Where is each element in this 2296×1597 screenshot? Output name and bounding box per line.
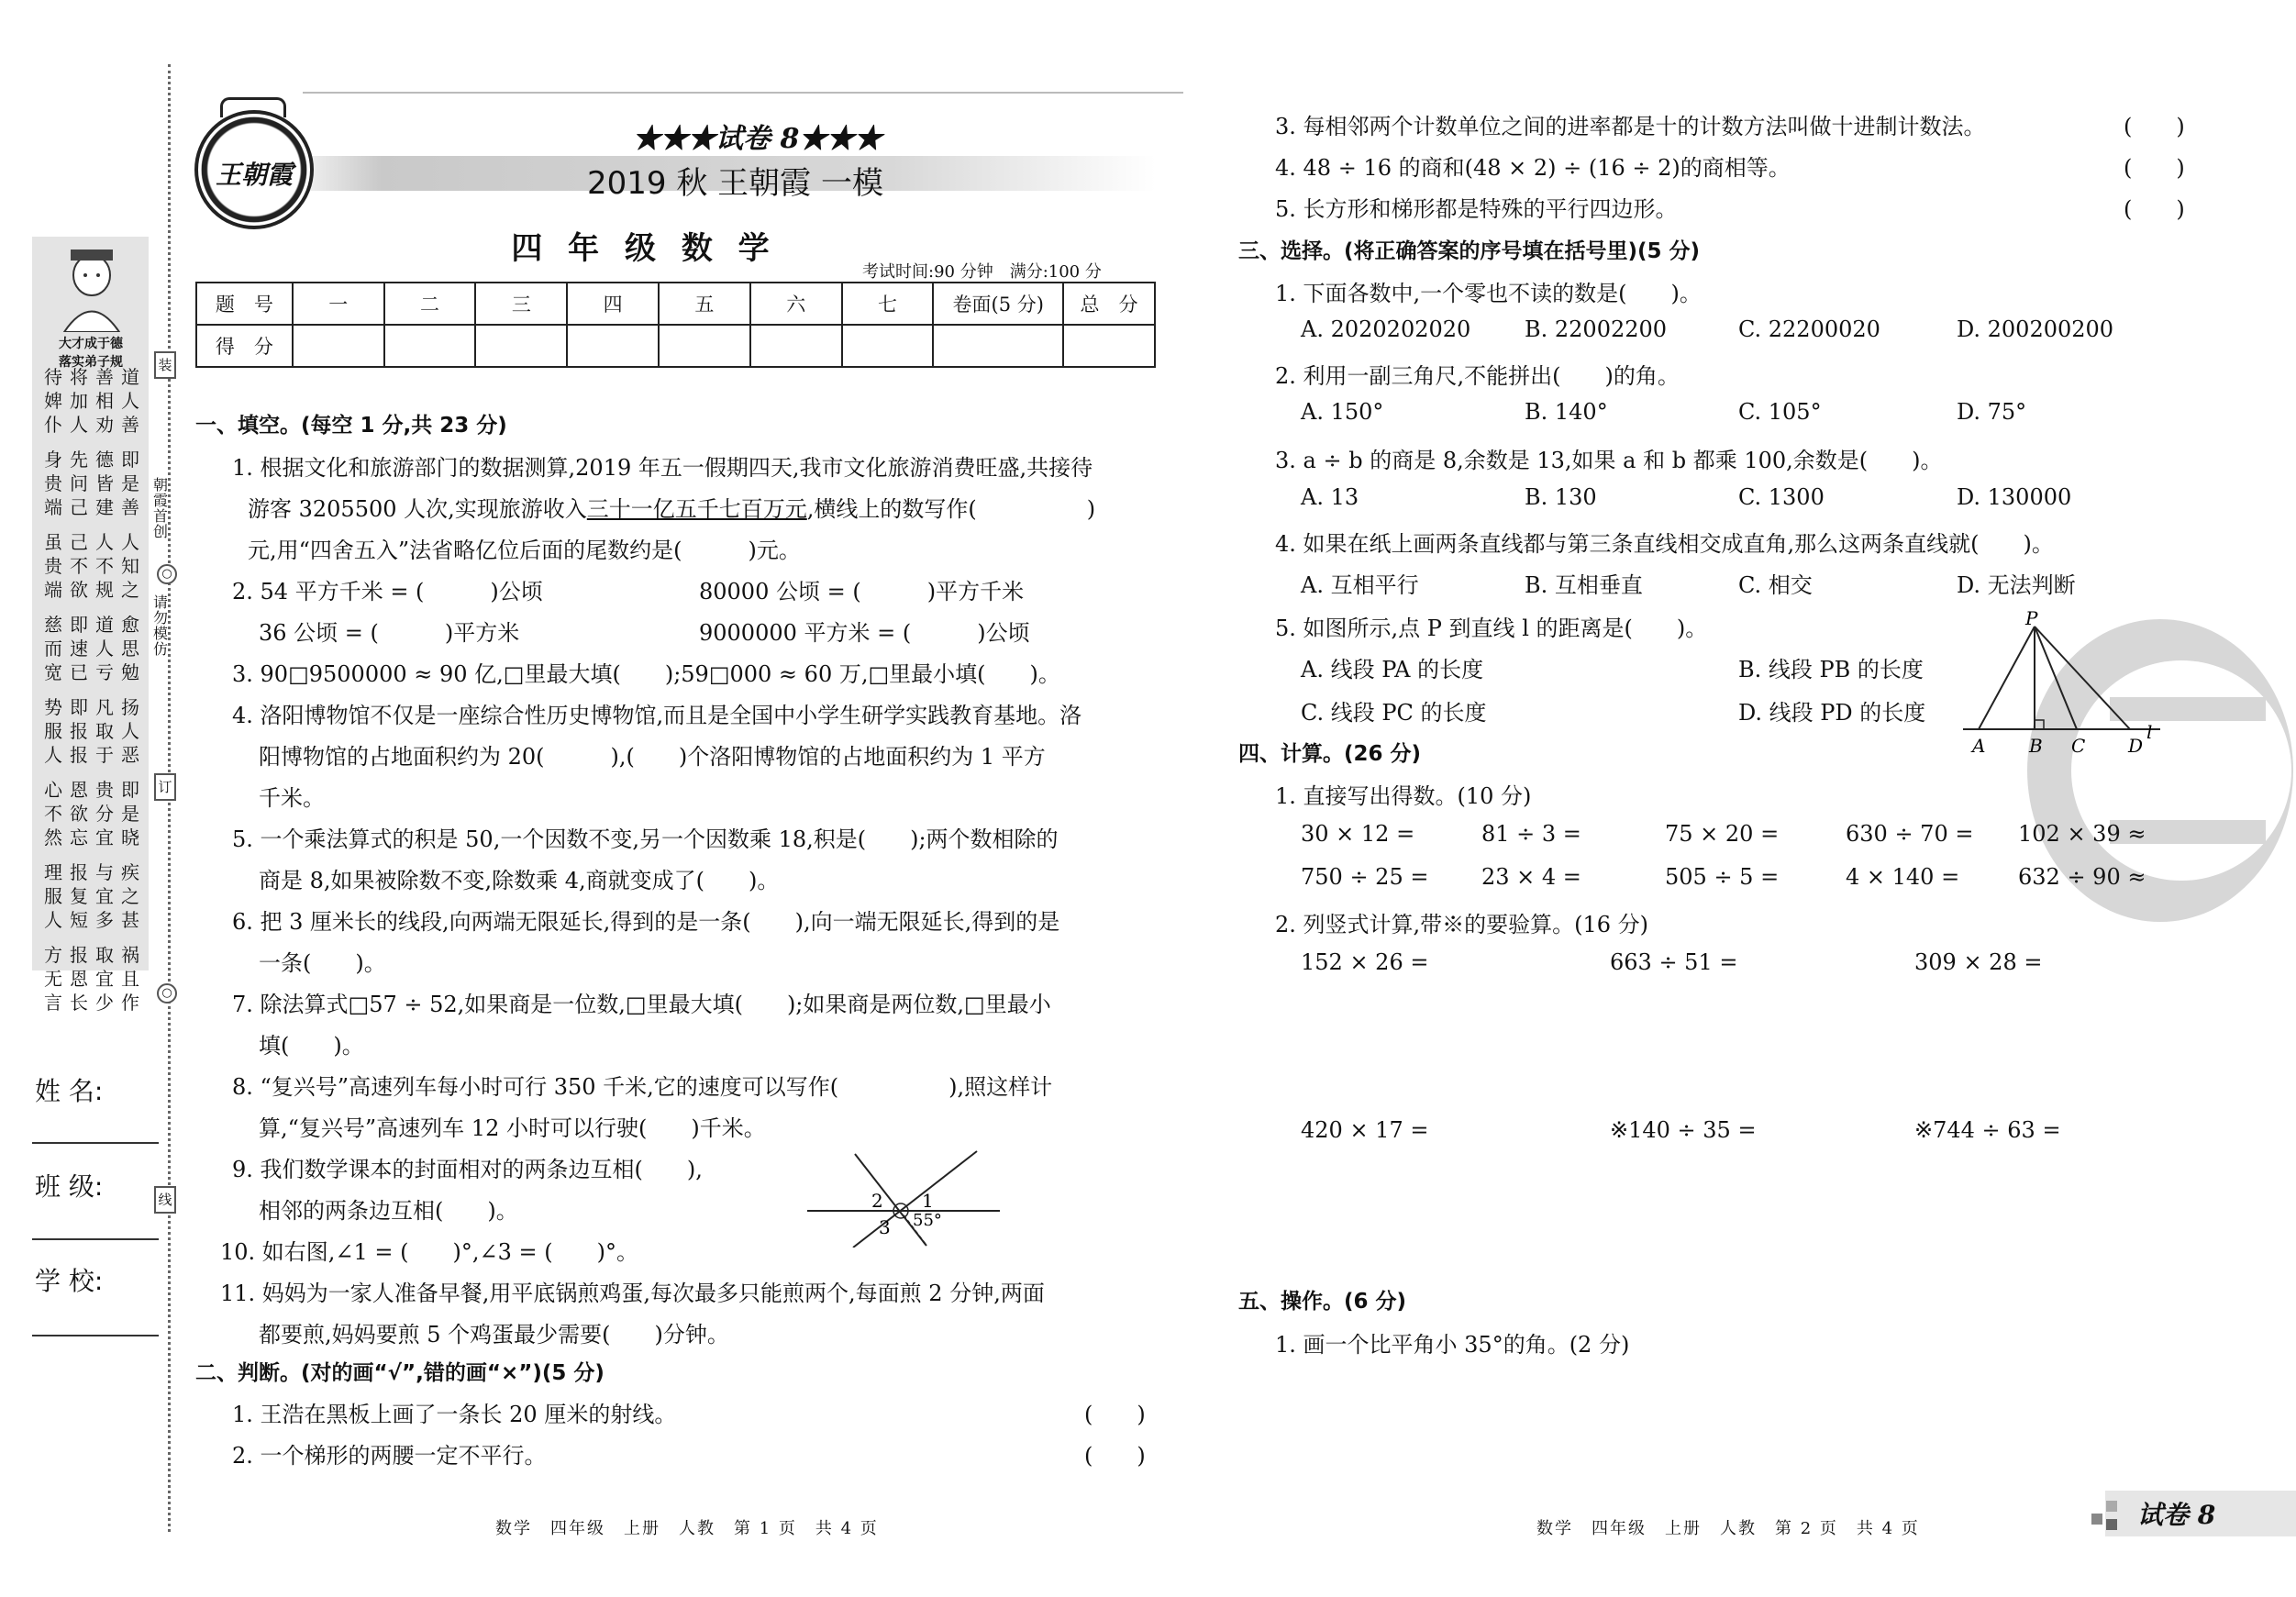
footer-right: 数学 四年级 上册 人教 第 2 页 共 4 页 xyxy=(1536,1519,1920,1538)
calc-r4-c1: 420 × 17 = xyxy=(1301,1117,1429,1143)
name-field[interactable] xyxy=(32,1142,159,1144)
choice-q5-opt-a: A. 线段 PA 的长度 xyxy=(1301,657,1484,682)
calc-sub2: 2. 列竖式计算,带※的要验算。(16 分) xyxy=(1275,912,1649,937)
choice-q1-opt-c: C. 22200020 xyxy=(1738,316,1880,342)
judge-q2: 2. 一个梯形的两腰一定不平行。 xyxy=(232,1443,547,1469)
choice-q3-opt-a: A. 13 xyxy=(1301,484,1359,510)
tag-square-icon xyxy=(2106,1519,2117,1530)
footer-left: 数学 四年级 上册 人教 第 1 页 共 4 页 xyxy=(495,1519,879,1538)
choice-q2: 2. 利用一副三角尺,不能拼出( )的角。 xyxy=(1275,363,1680,389)
score-cell[interactable] xyxy=(842,325,934,367)
class-label: 班 级: xyxy=(35,1171,104,1202)
calc-r1-c1: 30 × 12 = xyxy=(1301,821,1415,847)
calc-r2-c4: 4 × 140 = xyxy=(1846,864,1960,890)
exam-info: 考试时间:90 分钟 满分:100 分 xyxy=(862,262,1102,282)
score-cell[interactable] xyxy=(567,325,659,367)
angle-label-55: 55° xyxy=(913,1211,942,1230)
choice-q5-opt-c: C. 线段 PC 的长度 xyxy=(1301,700,1487,726)
fold-label-zhuang: 装 xyxy=(154,351,176,379)
choice-q4-opt-d: D. 无法判断 xyxy=(1957,572,2076,598)
fill-q7-line2: 填( )。 xyxy=(259,1033,364,1059)
choice-q2-opt-b: B. 140° xyxy=(1525,399,1608,425)
sidebar-motto: 大才成于德 落实弟子规 xyxy=(59,337,123,370)
side-text-original: 朝 霞 首 创 xyxy=(152,476,168,540)
choice-q4: 4. 如果在纸上画两条直线都与第三条直线相交成直角,那么这两条直线就( )。 xyxy=(1275,531,2054,557)
score-entry-row: 得 分 xyxy=(196,325,1155,367)
distance-figure xyxy=(1954,610,2165,757)
score-table xyxy=(195,282,1156,368)
choice-q2-opt-d: D. 75° xyxy=(1957,399,2027,425)
fill-q2-b1: 36 公顷 = ( )平方米 xyxy=(259,620,520,646)
judge-q5: 5. 长方形和梯形都是特殊的平行四边形。 xyxy=(1275,196,1678,222)
angle-figure xyxy=(798,1147,1009,1248)
fig-label-b: B xyxy=(2029,735,2043,757)
choice-q4-opt-c: C. 相交 xyxy=(1738,572,1813,598)
fill-q1-line3: 元,用“四舍五入”法省略亿位后面的尾数约是( )元。 xyxy=(248,538,801,563)
score-cell[interactable] xyxy=(933,325,1063,367)
brand-logo: 王朝霞 xyxy=(194,110,314,229)
choice-q4-opt-b: B. 互相垂直 xyxy=(1525,572,1643,598)
calc-r3-c1: 152 × 26 = xyxy=(1301,949,1429,975)
school-label: 学 校: xyxy=(35,1266,104,1296)
choice-q3: 3. a ÷ b 的商是 8,余数是 13,如果 a 和 b 都乘 100,余数是( )。 xyxy=(1275,448,1943,473)
judge-q3: 3. 每相邻两个计数单位之间的进率都是十的计数方法叫做十进制计数法。 xyxy=(1275,114,1986,139)
fill-q1-line1: 1. 根据文化和旅游部门的数据测算,2019 年五一假期四天,我市文化旅游消费旺盛,共接待 xyxy=(232,455,1093,481)
side-text-copy: 请 勿 模 仿 xyxy=(152,593,168,658)
section-operate-heading: 五、操作。(6 分) xyxy=(1238,1290,1407,1314)
choice-q3-opt-d: D. 130000 xyxy=(1957,484,2072,510)
score-header-row: 题 号 一 二 三 四 五 六 七 卷面(5 分) 总 分 xyxy=(196,283,1155,325)
choice-q5-opt-d: D. 线段 PD 的长度 xyxy=(1738,700,1926,726)
paper-title: 2019 秋 王朝霞 一模 xyxy=(587,165,883,202)
fill-q8-line2: 算,“复兴号”高速列车 12 小时可以行驶( )千米。 xyxy=(259,1115,766,1141)
angle-label-3: 3 xyxy=(879,1216,891,1238)
header-ribbon xyxy=(303,92,1183,101)
calc-r3-c3: 309 × 28 = xyxy=(1914,949,2043,975)
operate-q1: 1. 画一个比平角小 35°的角。(2 分) xyxy=(1275,1332,1630,1358)
judge-answer-paren[interactable]: ( ) xyxy=(2124,155,2185,181)
score-cell[interactable] xyxy=(293,325,384,367)
section-judge-heading: 二、判断。(对的画“√”,错的画“×”)(5 分) xyxy=(195,1361,605,1385)
fill-q5-line2: 商是 8,如果被除数不变,除数乘 4,商就变成了( )。 xyxy=(259,868,780,893)
calc-r1-c3: 75 × 20 = xyxy=(1665,821,1780,847)
fill-q2-b2: 9000000 平方米 = ( )公顷 xyxy=(699,620,1030,646)
fig-label-a: A xyxy=(1972,735,1986,757)
judge-answer-paren[interactable]: ( ) xyxy=(1084,1443,1146,1469)
section-calc-heading: 四、计算。(26 分) xyxy=(1238,742,1422,766)
fig-label-l: l xyxy=(2146,721,2153,743)
calc-r3-c2: 663 ÷ 51 = xyxy=(1610,949,1738,975)
choice-q2-opt-a: A. 150° xyxy=(1301,399,1384,425)
section-fill-heading: 一、填空。(每空 1 分,共 23 分) xyxy=(195,414,507,438)
choice-q3-opt-b: B. 130 xyxy=(1525,484,1597,510)
fill-q3: 3. 90□9500000 ≈ 90 亿,□里最大填( );59□000 ≈ 60 万,□里最小填( )。 xyxy=(232,661,1060,687)
calc-r2-c2: 23 × 4 = xyxy=(1481,864,1581,890)
fill-q11-line2: 都要煎,妈妈要煎 5 个鸡蛋最少需要( )分钟。 xyxy=(259,1322,729,1347)
fold-label-ding: 订 xyxy=(154,773,176,801)
fold-circle-icon: ○ xyxy=(157,983,177,1004)
calc-r1-c2: 81 ÷ 3 = xyxy=(1481,821,1581,847)
choice-q5: 5. 如图所示,点 P 到直线 l 的距离是( )。 xyxy=(1275,616,1708,641)
fill-q6-line2: 一条( )。 xyxy=(259,950,386,976)
choice-q5-opt-b: B. 线段 PB 的长度 xyxy=(1738,657,1924,682)
calc-r1-c5: 102 × 39 ≈ xyxy=(2018,821,2146,847)
fill-q6-line1: 6. 把 3 厘米长的线段,向两端无限延长,得到的是一条( ),向一端无限延长,得到的是 xyxy=(232,909,1060,935)
choice-q1-opt-a: A. 2020202020 xyxy=(1301,316,1471,342)
calc-r4-c2: ※140 ÷ 35 = xyxy=(1610,1117,1757,1143)
tag-square-icon xyxy=(2106,1501,2117,1512)
fill-q4-line3: 千米。 xyxy=(259,785,325,811)
score-cell[interactable] xyxy=(1063,325,1155,367)
fig-label-p: P xyxy=(2025,610,2038,629)
fill-q1-line2: 游客 3205500 人次,实现旅游收入三十一亿五千七百万元,横线上的数写作( ) xyxy=(248,496,1096,522)
fill-q5-line1: 5. 一个乘法算式的积是 50,一个因数不变,另一个因数乘 18,积是( );两个数相除的 xyxy=(232,826,1059,852)
calc-r2-c1: 750 ÷ 25 = xyxy=(1301,864,1429,890)
judge-answer-paren[interactable]: ( ) xyxy=(2124,114,2185,139)
fold-label-xian: 线 xyxy=(154,1186,176,1214)
judge-q1: 1. 王浩在黑板上画了一条长 20 厘米的射线。 xyxy=(232,1402,677,1427)
fill-q11-line1: 11. 妈妈为一家人准备早餐,用平底锅煎鸡蛋,每次最多只能煎两个,每面煎 2 分钟,两面 xyxy=(220,1281,1045,1306)
score-cell[interactable] xyxy=(659,325,750,367)
fill-q4-line2: 阳博物馆的占地面积约为 20( ),( )个洛阳博物馆的占地面积约为 1 平方 xyxy=(259,744,1046,770)
calc-r4-c3: ※744 ÷ 63 = xyxy=(1914,1117,2061,1143)
choice-q1-opt-d: D. 200200200 xyxy=(1957,316,2114,342)
school-field[interactable] xyxy=(32,1335,159,1336)
calc-r2-c5: 632 ÷ 90 ≈ xyxy=(2018,864,2146,890)
fill-q9-line1: 9. 我们数学课本的封面相对的两条边互相( ), xyxy=(232,1157,703,1182)
fill-q8-line1: 8. “复兴号”高速列车每小时可行 350 千米,它的速度可以写作( ),照这样计 xyxy=(232,1074,1053,1100)
paper-series-label: ★★★试卷 8★★★ xyxy=(633,123,882,155)
fill-q4-line1: 4. 洛阳博物馆不仅是一座综合性历史博物馆,而且是全国中小学生研学实践教育基地。洛 xyxy=(232,703,1082,728)
choice-q1-opt-b: B. 22002200 xyxy=(1525,316,1668,342)
judge-answer-paren[interactable]: ( ) xyxy=(2124,196,2185,222)
paper-subject: 四 年 级 数 学 xyxy=(511,230,777,267)
paper-tag: 试卷 8 xyxy=(2137,1500,2216,1530)
fig-label-c: C xyxy=(2071,735,2086,757)
name-label: 姓 名: xyxy=(35,1076,104,1106)
score-cell[interactable] xyxy=(384,325,476,367)
section-choice-heading: 三、选择。(将正确答案的序号填在括号里)(5 分) xyxy=(1238,239,1701,263)
choice-q1: 1. 下面各数中,一个零也不读的数是( )。 xyxy=(1275,281,1702,306)
judge-answer-paren[interactable]: ( ) xyxy=(1084,1402,1146,1427)
fill-q2-a2: 80000 公顷 = ( )平方千米 xyxy=(699,579,1025,604)
choice-q2-opt-c: C. 105° xyxy=(1738,399,1822,425)
angle-label-1: 1 xyxy=(922,1190,934,1212)
fill-q10: 10. 如右图,∠1 = ( )°,∠3 = ( )°。 xyxy=(220,1239,638,1265)
judge-q4: 4. 48 ÷ 16 的商和(48 × 2) ÷ (16 ÷ 2)的商相等。 xyxy=(1275,155,1791,181)
fig-label-d: D xyxy=(2128,735,2144,757)
tag-square-icon xyxy=(2091,1514,2102,1525)
fill-q9-line2: 相邻的两条边互相( )。 xyxy=(259,1198,518,1224)
angle-label-2: 2 xyxy=(871,1190,883,1212)
choice-q4-opt-a: A. 互相平行 xyxy=(1301,572,1419,598)
class-field[interactable] xyxy=(32,1238,159,1240)
calc-sub1: 1. 直接写出得数。(10 分) xyxy=(1275,783,1532,809)
choice-q3-opt-c: C. 1300 xyxy=(1738,484,1825,510)
fill-q7-line1: 7. 除法算式□57 ÷ 52,如果商是一位数,□里最大填( );如果商是两位数,□里最小 xyxy=(232,992,1051,1017)
score-cell[interactable] xyxy=(475,325,567,367)
score-cell[interactable] xyxy=(750,325,842,367)
fill-q2-a1: 2. 54 平方千米 = ( )公顷 xyxy=(232,579,543,604)
fold-circle-icon: ○ xyxy=(157,564,177,584)
sidebar-poem: 待 将 善 道 婢 加 相 人 仆 人 劝 善 身 先 德 即 贵 问 皆 是 端 己 建 善 虽 己 人 人 贵 不 不 知 端 欲 规 之 慈 即 道 愈 而 速 人 思 宽 已 亏 勉 势 即 凡 扬 服 报 取 人 人 报 于 恶 心 恩 贵 即 不 欲 分 是 然 忘 宜 晓 理 报 与 疾 服 复 宜 之 人 短 多 甚 方 报 取 祸 无 恩 宜 且 言 长 少 作 xyxy=(44,366,139,1014)
calc-r1-c4: 630 ÷ 70 = xyxy=(1846,821,1974,847)
calc-r2-c3: 505 ÷ 5 = xyxy=(1665,864,1780,890)
